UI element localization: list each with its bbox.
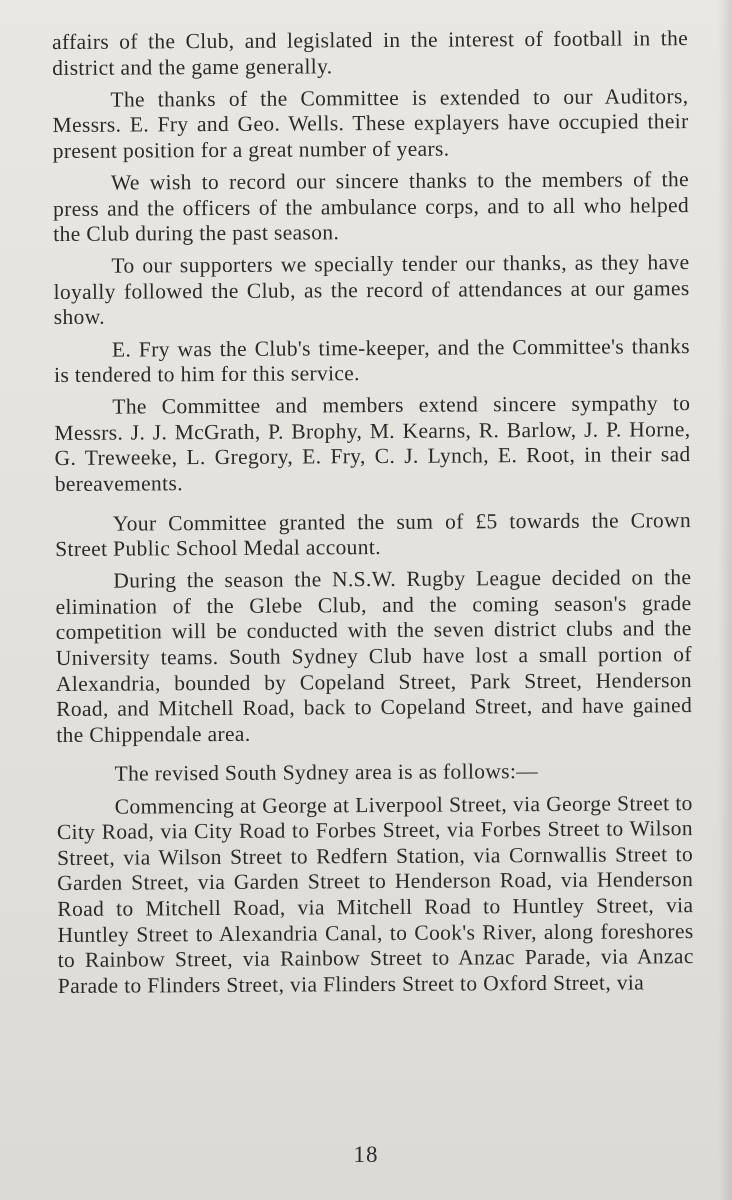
body-text <box>52 26 694 1006</box>
paragraph-sympathy: The Committee and members extend sincere sympathy to Messrs. J. J. McGrath, P. Brophy, M. Kearns, R. Barlow, J. P. Horne, G. Treweeke, L. Gregory, E. Fry, C. J. Lynch, E. Root, in their sad bereavements. <box>54 391 691 496</box>
paragraph-area-boundaries: Commencing at George at Liverpool Street, via George Street to City Road, via City Road to Forbes Street, via Forbes Street to Wilson Street, via Wilson Street to Redfern Station, via Cornwallis Street to Garden Street, via Garden Street to Henderson Road, via Henderson Road to Mitchell Road, via Mitchell Road to Huntley Street, via Huntley Street to Alexandria Canal, to Cook's River, along foreshores to Rainbow Street, via Rainbow Street to Anzac Parade, via Anzac Parade to Flinders Street, via Flinders Street to Oxford Street, via <box>56 790 694 998</box>
paragraph-press-ambulance-thanks: We wish to record our sincere thanks to the members of the press and the officers of the ambulance corps, and to all who helped the Club during the past season. <box>53 167 690 247</box>
paragraph-glebe-elimination: During the season the N.S.W. Rugby League decided on the elimination of the Glebe Club, and the coming season's grade competition will be conducted with the seven district clubs and the University teams. South Sydney Club have lost a small portion of Alexandria, bounded by Copeland Street, Park Street, Henderson Road, and Mitchell Road, back to Copeland Street, and have gained the Chippendale area. <box>55 565 693 747</box>
paragraph-auditors-thanks: The thanks of the Committee is extended to our Auditors, Messrs. E. Fry and Geo. Wells. These explayers have occupied their present position for a great number of years. <box>52 83 689 163</box>
paragraph-medal-grant: Your Committee granted the sum of £5 towards the Crown Street Public School Medal account. <box>55 507 692 562</box>
paragraph-football-interest: affairs of the Club, and legislated in the interest of football in the district and the game generally. <box>52 26 689 80</box>
paragraph-supporters-thanks: To our supporters we specially tender our thanks, as they have loyally followed the Club, as the record of attendances at our games show. <box>53 250 690 330</box>
page-number: 18 <box>353 1142 379 1167</box>
paragraph-time-keeper: E. Fry was the Club's time-keeper, and the Committee's thanks is tendered to him for this service. <box>54 333 691 388</box>
paragraph-revised-area-heading: The revised South Sydney area is as follows:— <box>114 759 539 787</box>
